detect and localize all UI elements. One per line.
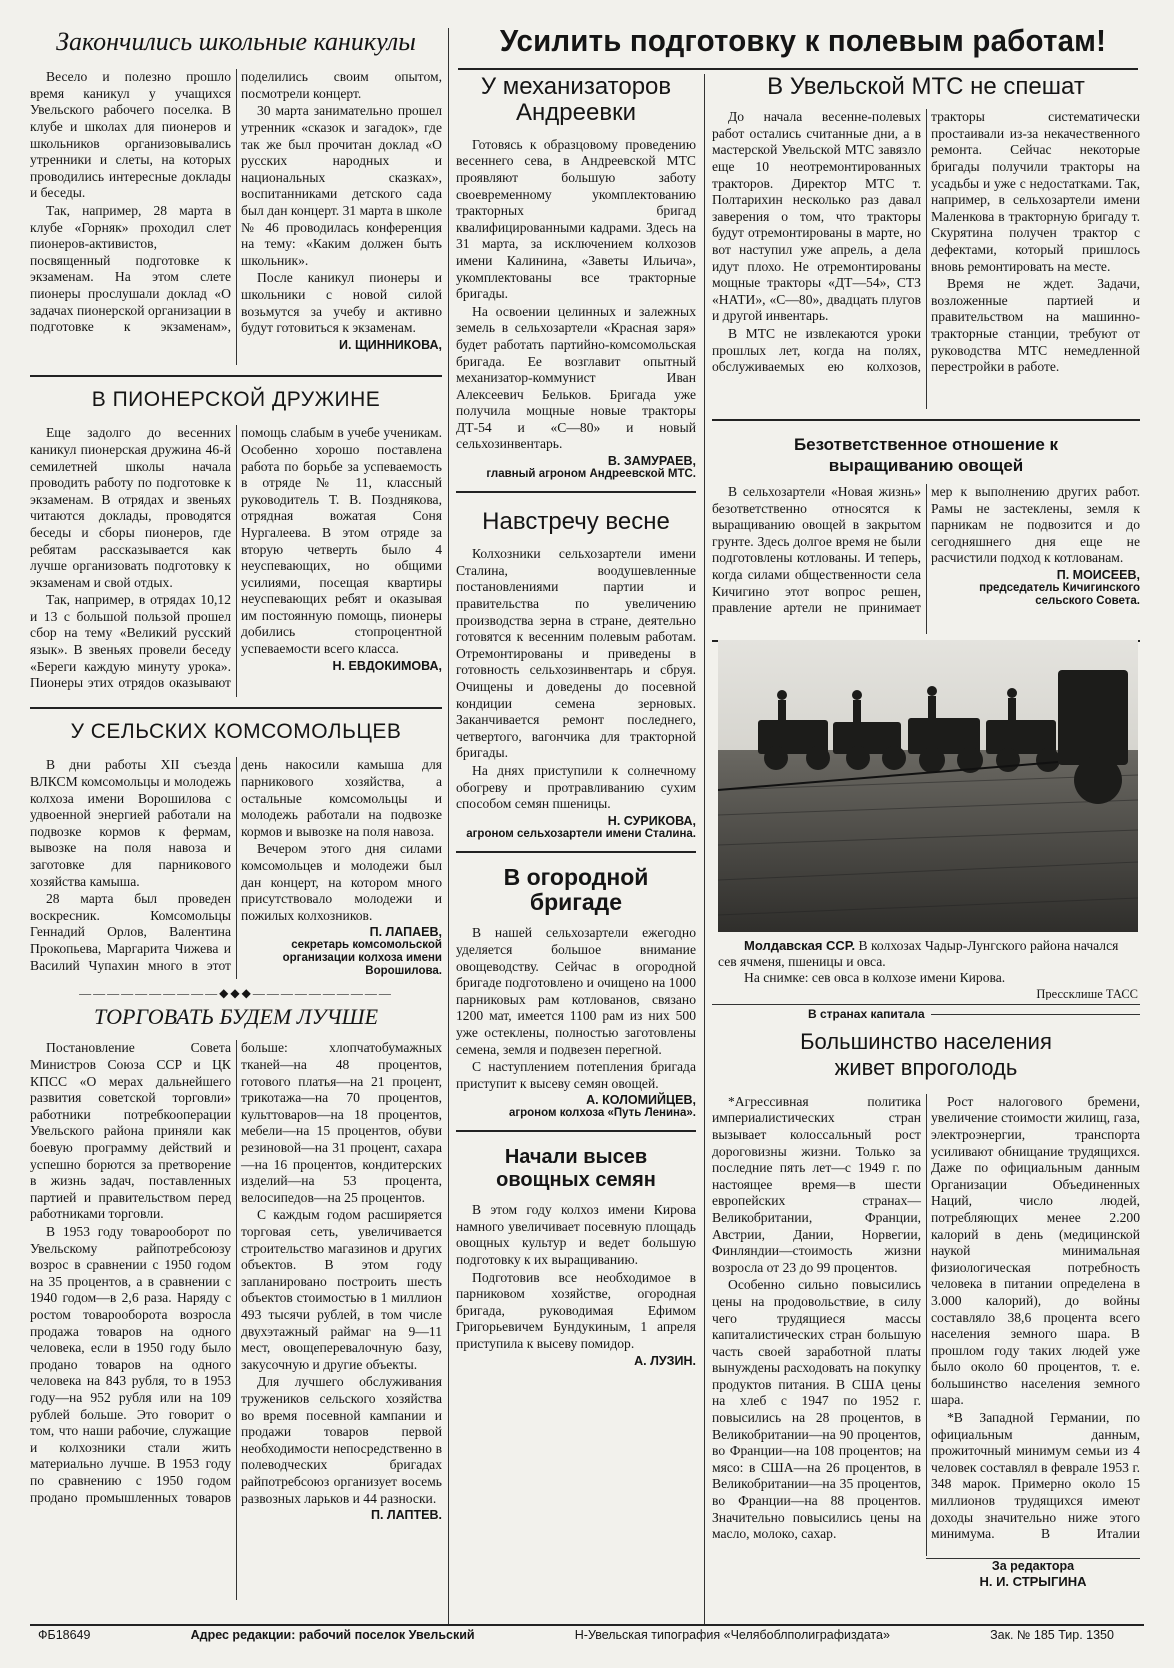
ogorod-title: В огородной бригаде: [503, 863, 649, 916]
vesne-title: Навстречу весне: [482, 508, 670, 536]
column-rule: [448, 28, 449, 1626]
divider: [712, 1004, 1140, 1005]
photo-credit: Пресcклише ТАСС: [1036, 987, 1138, 1000]
caption-lead: Молдавская ССР.: [744, 938, 856, 953]
photo-sowing: [718, 640, 1138, 932]
author-role: агроном сельхозартели имени Сталина.: [466, 827, 696, 840]
bezotv-title: Безответственное отношение к выращиванию овощей: [793, 435, 1059, 475]
kanikuly-title: Закончились школьные каникулы: [56, 28, 416, 56]
footer-code: ФБ18649: [38, 1628, 91, 1642]
paragraph: Колхозники сельхозартели имени Сталина, воодушевленные постановлениями партии и правительства по увеличению производства зерна в стране, деятельно готовятся к весенним полевым работам. Отремонтированы и приведены в готовность сельхозинвентарь и сбруя. Очищены и доведены до посевной кондиции семена зерновых. Заканчивается ремонт последнего, четвертого, вагончика для тракторной бригады.: [456, 546, 696, 761]
rubric-line: [931, 1014, 1140, 1015]
vysev-body: [456, 1202, 696, 1367]
author-name: Н. ЕВДОКИМОВА,: [332, 658, 442, 673]
paragraph: Так, например, 28 марта в клубе «Горняк» проходил слет пионеров-активистов, посвященный подготовке к экзаменам. На этом слете пионеры прослушали доклад «О задачах пионерской организации в подготовке к экзаменам», поделились своим опытом, посмотрели концерт.: [30, 69, 442, 335]
author-name: А. КОЛОМИЙЦЕВ,: [586, 1093, 696, 1108]
divider: [456, 851, 696, 853]
footer-rule: [30, 1624, 1144, 1626]
ogorod-signature: [456, 1094, 696, 1120]
vysev-title: Начали высев овощных семян: [496, 1146, 656, 1192]
banner-rule: [458, 68, 1138, 70]
paragraph: До начала весенне-полевых работ остались считанные дни, а в мастерской Увельской МТС завязло еще 10 неотремонтированных тракторов. Директор МТС т. Полтарихин несколько раз давал заверения о том, что тракторы будут отремонтированы в марте, но вот наступил уже апрель, а дела идут плохо. Не отремонтированы мощные тракторы «ДТ—54», СТЗ «НАТИ», «С—80», двадцать плугов и другой инвентарь.: [712, 109, 921, 324]
druzhina-body: [30, 425, 442, 697]
divider: [30, 375, 442, 377]
kapital-section: [712, 1004, 1140, 1626]
paragraph: В этом году колхоз имени Кирова намного увеличивает посевную площадь овощных культур и ведет большую подготовку к их выращиванию.: [456, 1202, 696, 1268]
divider: [30, 707, 442, 709]
andreevka-title: У механизаторов Андреевки: [480, 74, 672, 127]
vesne-signature: [456, 815, 696, 841]
ornament-divider: ——————————◆◆◆——————————: [79, 986, 393, 1001]
andreevka-body: [456, 137, 696, 481]
paragraph: Подготовив все необходимое в парниковом хозяйстве, огородная бригада, руководимая Ефимом Григорьевичем Бундукиным, 1 апреля приступила к высеву помидор.: [456, 1269, 696, 1352]
paragraph: В МТС не извлекаются уроки прошлых лет, когда на полях, обслуживаемых ею колхозов, тракторы систематически простаивали из-за некачественного ремонта. Сейчас некоторые бригады получили тракторы на усадьбы и уже с недостатками. Так, например, в сельхозартели имени Маленкова в тракторную бригаду т. Скурятина получен трактор с дефектами, который пришлось вновь ремонтировать на месте.: [712, 109, 1140, 375]
author-name: А. ЛУЗИН.: [634, 1353, 696, 1368]
author-name: В. ЗАМУРАЕВ,: [607, 454, 696, 469]
paragraph: Весело и полезно прошло время каникул у учащихся Увельского рабочего поселка. В клубе и школах для пионеров и школьников организовывались утренники и слеты, на которых проводились интересные доклады и беседы.: [30, 69, 231, 201]
kapital-title: Большинство населения живет впроголодь: [800, 1029, 1052, 1081]
author-name: Н. СУРИКОВА,: [607, 813, 696, 828]
paragraph: В 1953 году товарооборот по Увельскому райпотребсоюзу возрос в сравнении с 1950 годом на 35 процентов, а в сравнении с 1940 годом—в 2,6 раза. Наряду с ростом товарооборота возросла продажа товаров на одного человека, если в 1950 году было продано товаров на одного человека на 843 рубля, то в 1953 году—на 952 рубля или на 109 рублей больше. Это говорит о том, что наши рабочие, служащие и колхозники стали жить материально лучше. В 1953 году по сравнению с 1950 годом продано промышленных товаров больше: хлопчатобумажных тканей—на 48 процентов, готового платья—на 21 процент, трикотажа—на 70 процентов, культтоваров—на 18 процентов, мебели—на 15 процентов, обуви резиновой—на 31 процент, сахара—на 16 процентов, кондитерских изделий—на 53 процента, велосипедов—на 25 процентов.: [30, 1040, 442, 1505]
paragraph: На освоении целинных и залежных земель в сельхозартели «Красная заря» будет работать партийно-комсомольская бригада. Ее возглавит опытный механизатор-коммунист Иван Алексеевич Бельков. Бригада уже получила мощные новые тракторы ДТ-54 и «С—80» и новый сельхозинвентарь.: [456, 303, 696, 452]
caption-text: [718, 938, 1138, 1000]
paragraph: В дни работы XII съезда ВЛКСМ комсомольцы и молодежь колхоза имени Ворошилова с удвоенной энергией работали на подвозке кормов к фермам, вывозке на поля навоза и заготовке для парникового хозяйства камыша.: [30, 757, 231, 889]
komsomol-body: [30, 757, 442, 979]
footer-printer: Н-Увельская типография «Челябоблполиграфиздата»: [574, 1628, 890, 1642]
author-name: П. ЛАПАЕВ,: [369, 925, 442, 940]
divider: [456, 491, 696, 493]
editor-label: За редактора: [991, 1558, 1075, 1573]
uvelka-body: [712, 109, 1140, 409]
footer-order: Зак. № 185 Тир. 1350: [990, 1628, 1114, 1642]
paragraph: Особенно сильно повысились цены на продовольствие, в силу чего трудящиеся массы капиталистических стран большую часть своей заработной платы вынуждены расходовать на покупку продуктов питания. В США цены на хлеб с 1947 по 1952 г. повысились на 28 процентов, в Великобритании—на 90 процентов, во Франции—на 108 процентов; на мясо: в США—на 26 процентов, в Великобритании—на 35 процентов, во Франции—на 88 процентов. Значительно повысились цены на масло, молоко, сахар.: [712, 1277, 921, 1542]
vysev-signature: [456, 1355, 696, 1368]
komsomol-signature: [241, 926, 442, 978]
sowing-photo-image: [718, 640, 1138, 932]
paragraph: Так, например, в отрядах 10,12 и 13 с большой пользой прошел сбор на тему «Великий русский язык». В звеньях провели беседу «Береги каждую минуту урока». Пионеры этих отрядов оказывают помощь слабым в учебе ученикам. Особенно хорошо поставлена работа по борьбе за успеваемость в отряде № 11, классный руководитель Т. В. Позднякова, отрядная вожатая Соня Нургалеева. В этом отряде за вторую четверть было 4 неуспевающих, но общими усилиями, посещая квартиры неуспевающих ребят и оказывая им постоянную помощь, пионеры добились стопроцентной успеваемости всего класса.: [30, 425, 442, 691]
torgovat-body: [30, 1040, 442, 1600]
paragraph: 28 марта был проведен воскресник. Комсомольцы Геннадий Орлов, Валентина Прокопьева, Маргарита Чижева и Василий Чупахин много в этот день накосили камыша для парникового хозяйства, а остальные комсомольцы и молодежь работали на подвозке кормов и вывозке на поля навоза.: [30, 757, 442, 973]
paragraph: С наступлением потепления бригада приступит к высеву семян овощей.: [456, 1059, 696, 1091]
komsomol-title: У СЕЛЬСКИХ КОМСОМОЛЬЦЕВ: [70, 720, 402, 744]
paragraph: После каникул пионеры и школьники с новой силой возьмутся за учебу и активно будут готовиться к экзаменам.: [241, 270, 442, 336]
author-name: П. ЛАПТЕВ.: [370, 1508, 442, 1523]
torgovat-title: ТОРГОВАТЬ БУДЕМ ЛУЧШЕ: [93, 1004, 379, 1030]
uvelka-title: В Увельской МТС не спешат: [767, 74, 1085, 100]
paragraph: 30 марта занимательно прошел утренник «сказок и загадок», где так же был прочитан доклад «О русских народных и национальных сказках», воспитанниками детского сада был дан концерт. 31 марта в школе № 46 проводилась конференция на тему: «Каким должен быть школьник».: [241, 103, 442, 268]
ogorod-body: [456, 925, 696, 1120]
paragraph: Время не ждет. Задачи, возложенные партией и правительством на машинно-тракторные станции, требуют от руководства МТС немедленной перестройки в работе.: [931, 276, 1140, 375]
paragraph: Готовясь к образцовому проведению весеннего сева, в Андреевской МТС проявляют большую заботу своевременному укомплектованию тракторных бригад квалифицированными кадрами. Здесь на 31 марта, за исключением колхозов имени Калинина, «Заветы Ильича», укомплектованы все тракторные бригады.: [456, 136, 696, 302]
banner-headline: Усилить подготовку к полевым работам!: [499, 23, 1107, 58]
kanikuly-body: [30, 69, 442, 365]
druzhina-title: В ПИОНЕРСКОЙ ДРУЖИНЕ: [91, 388, 381, 412]
bezotv-body: [712, 484, 1140, 634]
author-name: И. ЩИННИКОВА,: [339, 337, 442, 352]
rubric-row: [712, 1007, 1140, 1021]
divider: [456, 1130, 696, 1132]
column-left: [30, 28, 442, 1626]
footer-address: Адрес редакции: рабочий поселок Увельский: [190, 1628, 475, 1642]
author-role: секретарь комсомольской организации колхоза имени Ворошилова.: [282, 939, 442, 978]
torgovat-signature: [241, 1509, 442, 1522]
paragraph: С каждым годом расширяется торговая сеть, увеличивается строительство магазинов и других объектов. В этом году запланировано построить шесть объектов стоимостью в 1 миллион 493 тысячи рублей, в том числе двухэтажный раймаг на 9—11 мест, овощеперевалочную базу, закусочную и другие объекты.: [241, 1207, 442, 1372]
column-middle: [456, 74, 696, 1626]
caption-body: В колхозах Чадыр-Лунгского района начался сев ячменя, пшеницы и овса.: [718, 938, 1119, 969]
paragraph: Для лучшего обслуживания тружеников сельского хозяйства во время посевной кампании и продажи товаров первой необходимости непосредственно в полеводческих бригадах райпотребсоюз организует восемь развозных ларьков и 44 разноски.: [241, 1374, 442, 1506]
kapital-body: [712, 1094, 1140, 1556]
rubric: В странах капитала: [808, 1007, 925, 1021]
andreevka-signature: [456, 455, 696, 481]
divider: [712, 419, 1140, 421]
footer: [38, 1628, 1114, 1642]
paragraph: На днях приступили к солнечному обогреву и протравливанию сухим способом семян пшеницы.: [456, 762, 696, 812]
paragraph: В нашей сельхозартели ежегодно уделяется большое внимание овощеводству. Сейчас в огородной бригаде подготовлено и очищено на 1000 парниковых рам котлованов, связано 1200 мат, имеется 1100 рам из них 500 уже остеклены, полностью заготовлены семена, земля и подвезен перегной.: [456, 925, 696, 1057]
author-name: П. МОИСЕЕВ,: [1056, 567, 1140, 582]
paragraph: *В Западной Германии, по официальным данным, прожиточный минимум семьи из 4 человек составлял в феврале 1953 г. 348 марок. Примерно около 15 миллионов трудящихся имеют доходы значительно ниже этого минимума. В Италии: [931, 1410, 1140, 1542]
caption-line2: На снимке: сев овса в колхозе имени Кирова.: [744, 970, 1006, 985]
photo-caption: [718, 938, 1138, 1000]
author-role: агроном колхоза «Путь Ленина».: [508, 1107, 696, 1120]
column-rule: [704, 74, 705, 1626]
vesne-body: [456, 546, 696, 841]
paragraph: Вечером этого дня силами комсомольцев и молодежи был дан концерт, на котором много присутствовало молодежи и пожилых колхозников.: [241, 841, 442, 923]
author-role: главный агроном Андреевской МТС.: [486, 468, 696, 481]
editor-block: [926, 1559, 1140, 1589]
author-role: председатель Кичигинского сельского Совета.: [979, 581, 1140, 607]
paragraph: *Агрессивная политика империалистических стран вызывает колоссальный рост дороговизны жизни. Только за последние пять лет—с 1949 г. по настоящее время—в шести европейских странах—Великобритании, Франции, Австрии, Дании, Норвегии, Финляндии—стоимость жизни возросла от 23 до 99 процентов.: [712, 1093, 921, 1275]
bezotv-signature: [931, 569, 1140, 608]
paragraph: В сельхозартели «Новая жизнь» безответственно относятся к выращиванию овощей в закрытом грунте. Здесь долгое время не были подготовлены котлованы. И теперь, когда силами общественности села Кичигино этот вопрос решен, правление артели не принимает мер к выполнению других работ. Рамы не застеклены, земля к парникам не подвозится и до сегодняшнего дня еще не расчистили подход к котлованам.: [712, 483, 1140, 616]
editor-name: Н. И. СТРЫГИНА: [979, 1573, 1087, 1589]
banner: [458, 18, 1148, 68]
paragraph: Постановление Совета Министров Союза ССР и ЦК КПСС «О мерах дальнейшего развития советской торговли» работники потребкооперации Увельского района приняли как боевую программу действий и успешно борются за претворение в жизнь задач, поставленных партией и правительством перед работниками торговли.: [30, 1040, 231, 1222]
paragraph: Еще задолго до весенних каникул пионерская дружина 46-й семилетней школы начала проводить работу по подготовке к экзаменам. В отрядах и звеньях читаются доклады, проводятся беседы и сборы пионеров, где ребятам рассказывается как лучше организовать подготовку к экзаменам и свой отдых.: [30, 425, 231, 590]
paragraph: Рост налогового бремени, увеличение стоимости жилищ, газа, электроэнергии, транспорта усиливают обнищание трудящихся. Даже по официальным данным Организации Объединенных Наций, число людей, потребляющих менее 2.200 калорий в день (медицинской наукой минимальная физиологическая потребность человека в питании определена в 3.000 калорий), до войны составляло 38,6 процента всего населения земного шара. В прошлом году таких людей уже было около 60 процентов, т. е. большинство населения земного шара.: [931, 1093, 1140, 1408]
